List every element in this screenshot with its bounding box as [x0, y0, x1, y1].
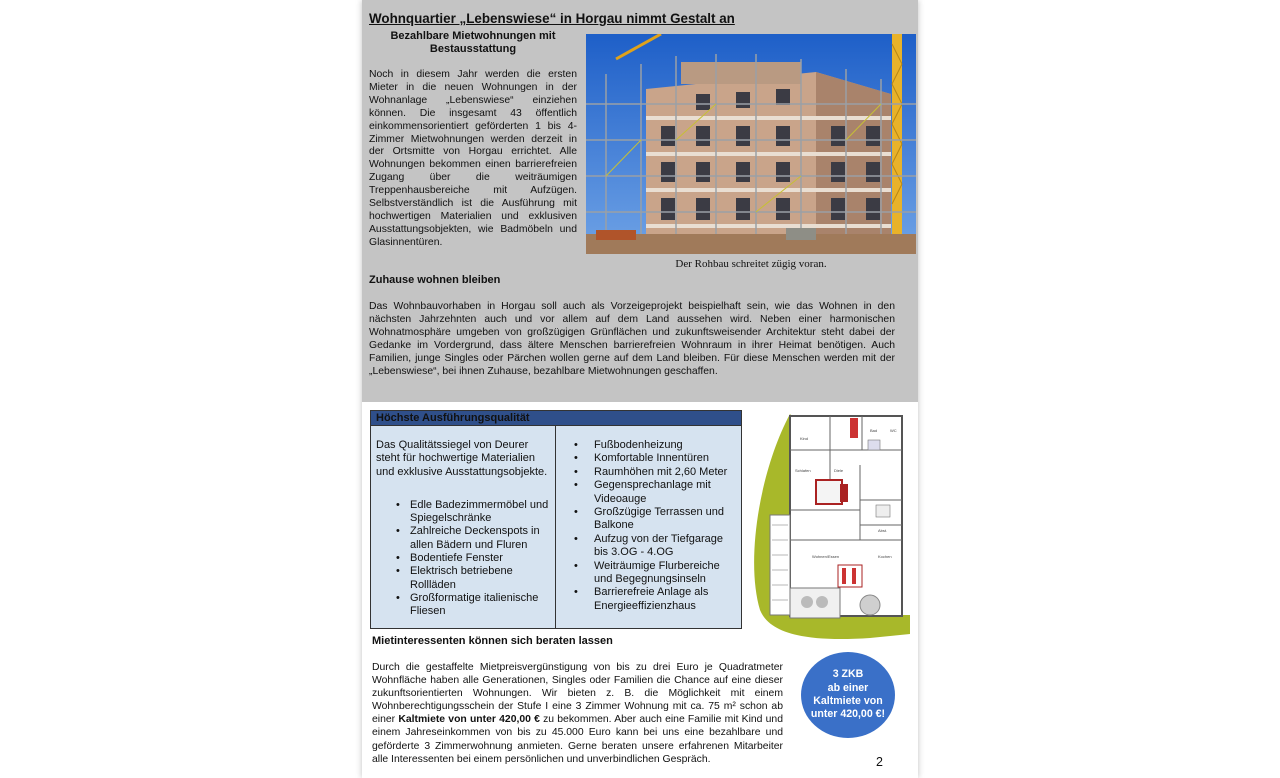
section-heading-zuhause: Zuhause wohnen bleiben — [369, 274, 501, 286]
plan-label: Schlafen — [795, 468, 811, 473]
text-segment: Durch die gestaffelte Mietpreisvergünstigung von bis zu drei Euro je Quadratmeter Wohnfläche haben alle Generationen, Singles oder Familien die Chance auf eine dieser zukunftsorientierten Wohnungen. Wir bieten z. B. die Möglichkeit mit einem Wohnberechtigungsschein der Stufe I eine 3 Zimmer Wohnung mit ca. 75 m² schon ab einer — [372, 662, 783, 726]
quality-box-heading: Höchste Ausführungsqualität — [371, 411, 741, 426]
list-item: • Raumhöhen mit 2,60 Meter — [561, 466, 739, 479]
quality-box — [370, 410, 742, 629]
document-page — [362, 0, 918, 778]
list-item: • Zahlreiche Deckenspots in allen Bädern und Fluren — [376, 525, 552, 552]
section-text-beratung — [372, 661, 783, 766]
page-number: 2 — [876, 755, 883, 769]
list-item: • Edle Badezimmermöbel und Spiegelschränke — [376, 499, 552, 526]
plan-label: Abst. — [878, 528, 888, 533]
construction-photo — [586, 34, 916, 254]
floor-plan — [750, 410, 916, 642]
quality-box-right-column — [561, 439, 739, 613]
list-item: • Großformatige italienische Fliesen — [376, 592, 552, 619]
plan-label: Wohnen/Essen — [812, 554, 840, 559]
list-item: • Elektrisch betriebene Rollläden — [376, 565, 552, 592]
plan-label: Bad — [870, 428, 878, 433]
plan-label: Kochen — [878, 554, 892, 559]
section-heading-beratung: Mietinteressenten können sich beraten lassen — [372, 635, 613, 647]
badge-line: 3 ZKB — [832, 668, 864, 681]
text-highlight: Kaltmiete von unter 420,00 € — [398, 714, 540, 726]
list-item: • Fußbodenheizung — [561, 439, 739, 452]
article-top-section — [362, 0, 918, 402]
price-badge — [801, 652, 895, 738]
list-item: • Barrierefreie Anlage als Energieeffizienzhaus — [561, 586, 739, 613]
quality-list-right — [561, 439, 739, 613]
list-item: • Gegensprechanlage mit Videoauge — [561, 479, 739, 506]
article-intro: Noch in diesem Jahr werden die ersten Mieter in die neuen Wohnungen in der Wohnanlage „Lebenswiese“ einziehen können. Die insgesamt 43 öffentlich einkommensorientiert geförderten 1 bis 4- Zimmer Mietwohnungen werden derzeit in der Ortsmitte von Horgau errichtet. Alle Wohnungen bekommen einen barrierefreien Zugang über die weiträumigen Treppenhausbereiche mit Aufzügen. Selbstverständlich ist die Ausführung mit hochwertigen Materialien und exklusiven Ausstattungsobjekten, wie Badmöbeln und Glasinnentüren. — [369, 69, 577, 248]
quality-box-left-column — [376, 439, 552, 619]
photo-caption: Der Rohbau schreitet zügig voran. — [675, 258, 827, 270]
quality-list-left — [376, 499, 552, 619]
badge-line: ab einer — [827, 681, 869, 694]
article-subtitle: Bezahlbare Mietwohnungen mit Bestausstattung — [390, 30, 556, 55]
badge-line: Kaltmiete von — [813, 695, 883, 707]
list-item: • Großzügige Terrassen und Balkone — [561, 506, 739, 533]
plan-label: Kind — [800, 436, 809, 441]
list-item: • Weiträumige Flurbereiche und Begegnungsinseln — [561, 560, 739, 587]
plan-label: Diele — [834, 468, 844, 473]
article-title: Wohnquartier „Lebenswiese“ in Horgau nimmt Gestalt an — [369, 11, 735, 26]
section-text-zuhause: Das Wohnbauvorhaben in Horgau soll auch als Vorzeigeprojekt beispielhaft sein, wie das Wohnen in den nächsten Jahrzehnten auch und vor allem auf dem Land aussehen wird. Neben einer harmonischen Wohnatmosphäre umgeben von großzügigen Grünflächen und zukunftsweisender Architektur steht dabei der Gedanke im Vordergrund, dass ältere Menschen barrierefreien Wohnraum in ihrer Heimat benötigen. Auch Familien, junge Singles oder Pärchen wollen gerne auf dem Land bleiben. Für diese Menschen werden mit der „Lebenswiese“, bei ihnen Zuhause, bezahlbare Mietwohnungen geschaffen. — [369, 301, 895, 378]
quality-box-divider — [555, 426, 556, 628]
list-item: • Komfortable Innentüren — [561, 452, 739, 465]
quality-box-intro: Das Qualitätssiegel von Deurer steht für hochwertige Materialien und exklusive Ausstattungsobjekte. — [376, 439, 548, 478]
badge-line: unter 420,00 €! — [810, 708, 886, 721]
text-segment: zu bekommen. Aber auch eine Familie mit Kind und einem Jahreseinkommen von bis zu 45.000 Euro kann bei uns eine bezahlbare und geförderte 3 Zimmerwohnung anmieten. Gerne beraten unsere erfahrenen Mitarbeiter alle Interessenten bei einem persönlichen und unverbindlichen Gespräch. — [372, 714, 783, 765]
list-item: • Aufzug von der Tiefgarage bis 3.OG - 4.OG — [561, 533, 739, 560]
list-item: • Bodentiefe Fenster — [376, 552, 552, 565]
plan-label: WC — [890, 428, 897, 433]
